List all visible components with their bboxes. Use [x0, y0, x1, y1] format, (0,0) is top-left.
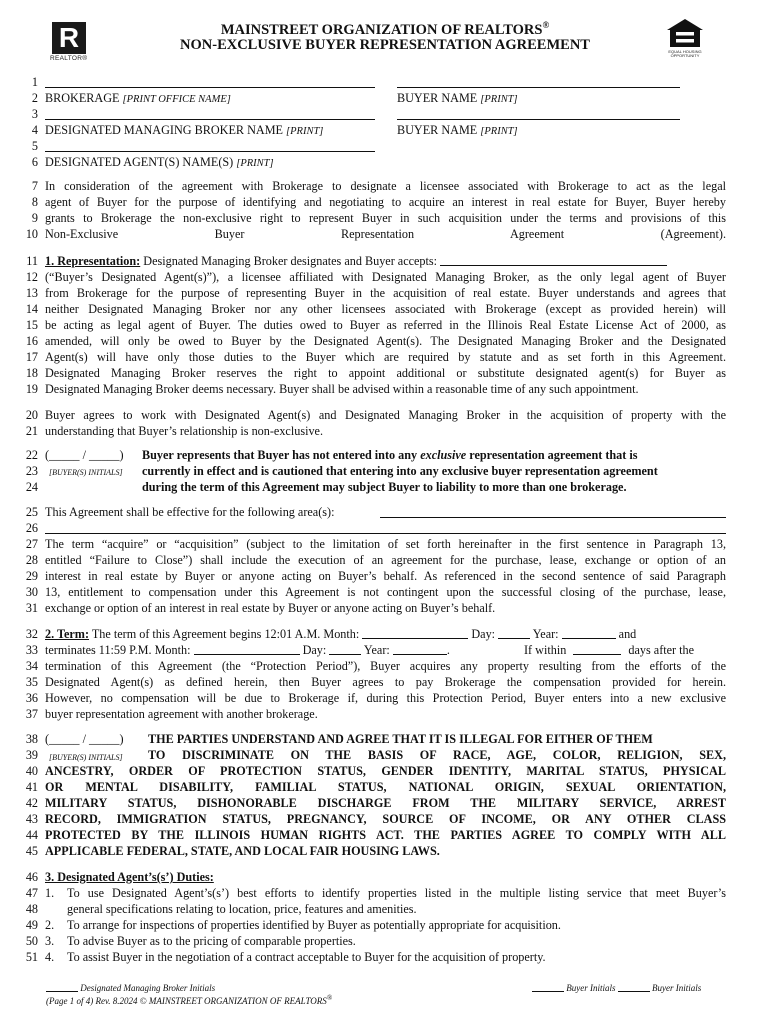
term-line-2-tail: If within days after the — [524, 643, 695, 657]
protection-days[interactable] — [573, 642, 621, 655]
line-number: 49 — [25, 918, 38, 932]
line-number: 18 — [25, 366, 38, 380]
agent-label: DESIGNATED AGENT(S) NAME(S) [PRINT] — [45, 155, 274, 169]
term-end-month[interactable] — [194, 642, 300, 655]
line-number: 10 — [25, 227, 38, 241]
fair-housing-initials[interactable]: (_____ / _____) — [45, 732, 124, 746]
brokerage-field-line[interactable] — [45, 87, 375, 88]
line-number: 35 — [25, 675, 38, 689]
term-line: However, no compensation will be due to Brokerage if, during this Protection Period, Buyer enters into a new exclusive — [45, 691, 726, 705]
buyer-name-field-line-2[interactable] — [397, 119, 680, 120]
line-number: 4 — [31, 123, 38, 137]
broker-initials-footer: Designated Managing Broker Initials — [46, 982, 215, 993]
representation-line: (“Buyer’s Designated Agent(s)”), a licensee affiliated with Designated Managing Broker, as the only legal agent of Buyer — [45, 270, 726, 284]
duty-number: 2. — [45, 918, 55, 932]
fair-housing-last: APPLICABLE FEDERAL, STATE, AND LOCAL FAIR HOUSING LAWS. — [45, 844, 440, 858]
intro-line: In consideration of the agreement with Brokerage to designate a licensee associated with Brokerage to act as the legal — [45, 179, 726, 193]
duty-number: 4. — [45, 950, 55, 964]
buyer-initials-blank-2[interactable] — [618, 982, 650, 992]
line-number: 19 — [25, 382, 38, 396]
term-end-year[interactable] — [393, 642, 447, 655]
duties-heading: 3. Designated Agent’s(s’) Duties: — [45, 870, 214, 884]
line-number: 15 — [25, 318, 38, 332]
line-number: 13 — [25, 286, 38, 300]
line-number: 20 — [25, 408, 38, 422]
brokerage-label: BROKERAGE [PRINT OFFICE NAME] — [45, 91, 231, 105]
duty-text: To advise Buyer as to the pricing of comparable properties. — [67, 934, 356, 948]
exclusive-notice-line: Buyer represents that Buyer has not entered into any exclusive representation agreement that is — [142, 448, 638, 462]
line-number: 39 — [25, 748, 38, 762]
equal-housing-caption: EQUAL HOUSING OPPORTUNITY — [668, 49, 702, 58]
line-number: 29 — [25, 569, 38, 583]
line-number: 34 — [25, 659, 38, 673]
duty-text: To use Designated Agent’s(s’) best efforts to identify properties listed in the multiple listing service that meet Buyer’s — [67, 886, 726, 900]
duty-number: 3. — [45, 934, 55, 948]
realtor-logo-caption: REALTOR® — [50, 55, 88, 62]
term-begin-month[interactable] — [362, 626, 468, 639]
exclusive-initials[interactable]: (_____ / _____) — [45, 448, 124, 462]
fair-housing-line: THE PARTIES UNDERSTAND AND AGREE THAT IT IS ILLEGAL FOR EITHER OF THEM — [148, 732, 653, 746]
line-number: 22 — [25, 448, 38, 462]
fair-housing-line: MILITARY STATUS, DISHONORABLE DISCHARGE FROM THE MILITARY SERVICE, ARREST — [45, 796, 726, 810]
work-with-line: understanding that Buyer’s relationship is non-exclusive. — [45, 424, 324, 438]
buyer-initials-blank-1[interactable] — [532, 982, 564, 992]
line-number: 41 — [25, 780, 38, 794]
line-number: 28 — [25, 553, 38, 567]
term-line-2: terminates 11:59 P.M. Month: Day: Year: . — [45, 643, 450, 657]
agent-field-line[interactable] — [45, 151, 375, 152]
intro-line: grants to Brokerage the non-exclusive right to represent Buyer in such acquisition under the terms and provisions of this — [45, 211, 726, 225]
line-number: 46 — [25, 870, 38, 884]
fair-housing-line: PROTECTED BY THE ILLINOIS HUMAN RIGHTS ACT. THE PARTIES AGREE TO COMPLY WITH ALL — [45, 828, 726, 842]
effective-area-field-1[interactable] — [380, 517, 726, 518]
realtor-logo-letter: R — [58, 22, 80, 53]
effective-area-field-2[interactable] — [45, 533, 726, 534]
line-number: 9 — [31, 211, 38, 225]
term-begin-day[interactable] — [498, 626, 530, 639]
line-number: 24 — [25, 480, 38, 494]
effective-area-label: This Agreement shall be effective for the following area(s): — [45, 505, 335, 519]
line-number: 32 — [25, 627, 38, 641]
line-number: 33 — [25, 643, 38, 657]
managing-broker-field-line[interactable] — [45, 119, 375, 120]
line-number: 38 — [25, 732, 38, 746]
line-number: 3 — [31, 107, 38, 121]
exclusive-notice-line: during the term of this Agreement may subject Buyer to liability to more than one brokerage. — [142, 480, 627, 494]
fair-housing-line: ANCESTRY, ORDER OF PROTECTION STATUS, GENDER IDENTITY, MARITAL STATUS, PHYSICAL — [45, 764, 726, 778]
term-heading: 2. Term: — [45, 627, 90, 641]
page-info-footer: (Page 1 of 4) Rev. 8.2024 © MAINSTREET ORGANIZATION OF REALTORS® — [46, 994, 333, 1006]
line-number: 11 — [26, 254, 38, 268]
term-end-day[interactable] — [329, 642, 361, 655]
fair-housing-line: OR MENTAL DISABILITY, FAMILIAL STATUS, NATIONAL ORIGIN, SEXUAL ORIENTATION, — [45, 780, 726, 794]
acquire-definition-line: The term “acquire” or “acquisition” (subject to the limitation of set forth hereinafter in the first sentence in Paragraph 13, — [45, 537, 726, 551]
acquire-definition-last: exchange or option of an interest in real estate by Buyer or anyone acting on Buyer’s behalf. — [45, 601, 496, 615]
line-number: 47 — [25, 886, 38, 900]
line-number: 23 — [25, 464, 38, 478]
fair-housing-line: RECORD, IMMIGRATION STATUS, PREGNANCY, SOURCE OF INCOME, OR ANY OTHER CLASS — [45, 812, 726, 826]
buyer-initials-footer: Buyer Initials Buyer Initials — [532, 982, 701, 993]
line-number: 36 — [25, 691, 38, 705]
representation-line: be acting as legal agent of Buyer. The duties owed to Buyer as referred in the Illinois Real Estate License Act of 2000, as — [45, 318, 726, 332]
line-number: 8 — [31, 195, 38, 209]
line-number: 51 — [25, 950, 38, 964]
designated-agent-blank[interactable] — [440, 253, 667, 266]
line-number: 1 — [31, 75, 38, 89]
representation-line: neither Designated Managing Broker nor any other licensees associated with Brokerage (except as provided herein) will — [45, 302, 726, 316]
line-number: 26 — [25, 521, 38, 535]
representation-line: Designated Managing Broker reserves the right to appoint additional or substitute designated agent(s) for Buyer as — [45, 366, 726, 380]
acquire-definition-line: interest in real estate by Buyer or anyone acting on Buyer’s behalf. As referenced in the second sentence of said Paragraph — [45, 569, 726, 583]
line-number: 6 — [31, 155, 38, 169]
representation-last-line: Designated Managing Broker deems necessary. Buyer shall be advised within a reasonable time of any such appointment. — [45, 382, 639, 396]
line-number: 2 — [31, 91, 38, 105]
line-number: 21 — [25, 424, 38, 438]
acquire-definition-line: entitled “Failure to Close”) shall include the execution of an agreement for the purchase, lease, exchange or option of an — [45, 553, 726, 567]
title-org: MAINSTREET ORGANIZATION OF REALTORS® — [220, 20, 550, 38]
line-number: 43 — [25, 812, 38, 826]
line-number: 40 — [25, 764, 38, 778]
line-number: 14 — [25, 302, 38, 316]
buyer-name-field-line-1[interactable] — [397, 87, 680, 88]
representation-line: amended, will only be owed to Buyer by the Designated Agent(s). The Designated Managing Broker and the Designated — [45, 334, 726, 348]
fair-housing-line: TO DISCRIMINATE ON THE BASIS OF RACE, AGE, COLOR, RELIGION, SEX, — [148, 748, 726, 762]
broker-initials-blank[interactable] — [46, 982, 78, 992]
line-number: 17 — [25, 350, 38, 364]
duty-text: To assist Buyer in the negotiation of a contract acceptable to Buyer for the acquisition of property. — [67, 950, 546, 964]
term-last-line: buyer representation agreement with another brokerage. — [45, 707, 318, 721]
line-number: 5 — [31, 139, 38, 153]
managing-broker-label: DESIGNATED MANAGING BROKER NAME [PRINT] — [45, 123, 324, 137]
line-number: 48 — [25, 902, 38, 916]
representation-first-line: 1. Representation: Designated Managing Broker designates and Buyer accepts: — [45, 253, 667, 269]
line-number: 37 — [25, 707, 38, 721]
duty-text-cont: general specifications relating to location, price, features and amenities. — [67, 902, 417, 916]
representation-heading: 1. Representation: — [45, 254, 141, 268]
page-title: NON-EXCLUSIVE BUYER REPRESENTATION AGREEMENT — [180, 37, 590, 53]
term-begin-year[interactable] — [562, 626, 616, 639]
line-number: 12 — [25, 270, 38, 284]
fair-housing-initials-caption: [BUYER(S) INITIALS] — [49, 753, 123, 762]
intro-line: agent of Buyer for the purpose of identifying and negotiating to acquire an interest in real estate for Buyer, Buyer hereby — [45, 195, 726, 209]
line-number: 42 — [25, 796, 38, 810]
buyer-name-label-1: BUYER NAME [PRINT] — [397, 91, 518, 105]
line-number: 27 — [25, 537, 38, 551]
line-number: 25 — [25, 505, 38, 519]
line-number: 7 — [31, 179, 38, 193]
line-number: 16 — [25, 334, 38, 348]
line-number: 50 — [25, 934, 38, 948]
duty-text: To arrange for inspections of properties identified by Buyer as potentially appropriate for acquisition. — [67, 918, 561, 932]
line-number: 31 — [25, 601, 38, 615]
term-line: termination of this Agreement (the “Protection Period”), Buyer acquires any property resulting from the efforts of the — [45, 659, 726, 673]
exclusive-notice-line: currently in effect and is cautioned that entering into any exclusive buyer representation agreement — [142, 464, 658, 478]
buyer-name-label-2: BUYER NAME [PRINT] — [397, 123, 518, 137]
exclusive-initials-caption: [BUYER(S) INITIALS] — [49, 468, 123, 477]
acquire-definition-line: 13, entitlement to compensation under this Agreement is not contingent upon the successful closing of the purchase, lease, — [45, 585, 726, 599]
line-number: 45 — [25, 844, 38, 858]
line-number: 30 — [25, 585, 38, 599]
duty-number: 1. — [45, 886, 55, 900]
line-number: 44 — [25, 828, 38, 842]
term-line-1: 2. Term: The term of this Agreement begins 12:01 A.M. Month: Day: Year: and — [45, 627, 637, 641]
representation-line: from Brokerage for the purpose of representing Buyer in the acquisition of real estate. Buyer understands and agrees that — [45, 286, 726, 300]
term-line: Designated Agent(s) as defined herein, then Buyer agrees to pay Brokerage the compensation provided for herein. — [45, 675, 726, 689]
intro-line: Non-Exclusive Buyer Representation Agreement (Agreement). — [45, 227, 726, 241]
representation-line: Agent(s) will have only those duties to the Buyer which are required by statute and as set forth in this Agreement. — [45, 350, 726, 364]
work-with-line: Buyer agrees to work with Designated Agent(s) and Designated Managing Broker in the acquisition of property with the — [45, 408, 726, 422]
